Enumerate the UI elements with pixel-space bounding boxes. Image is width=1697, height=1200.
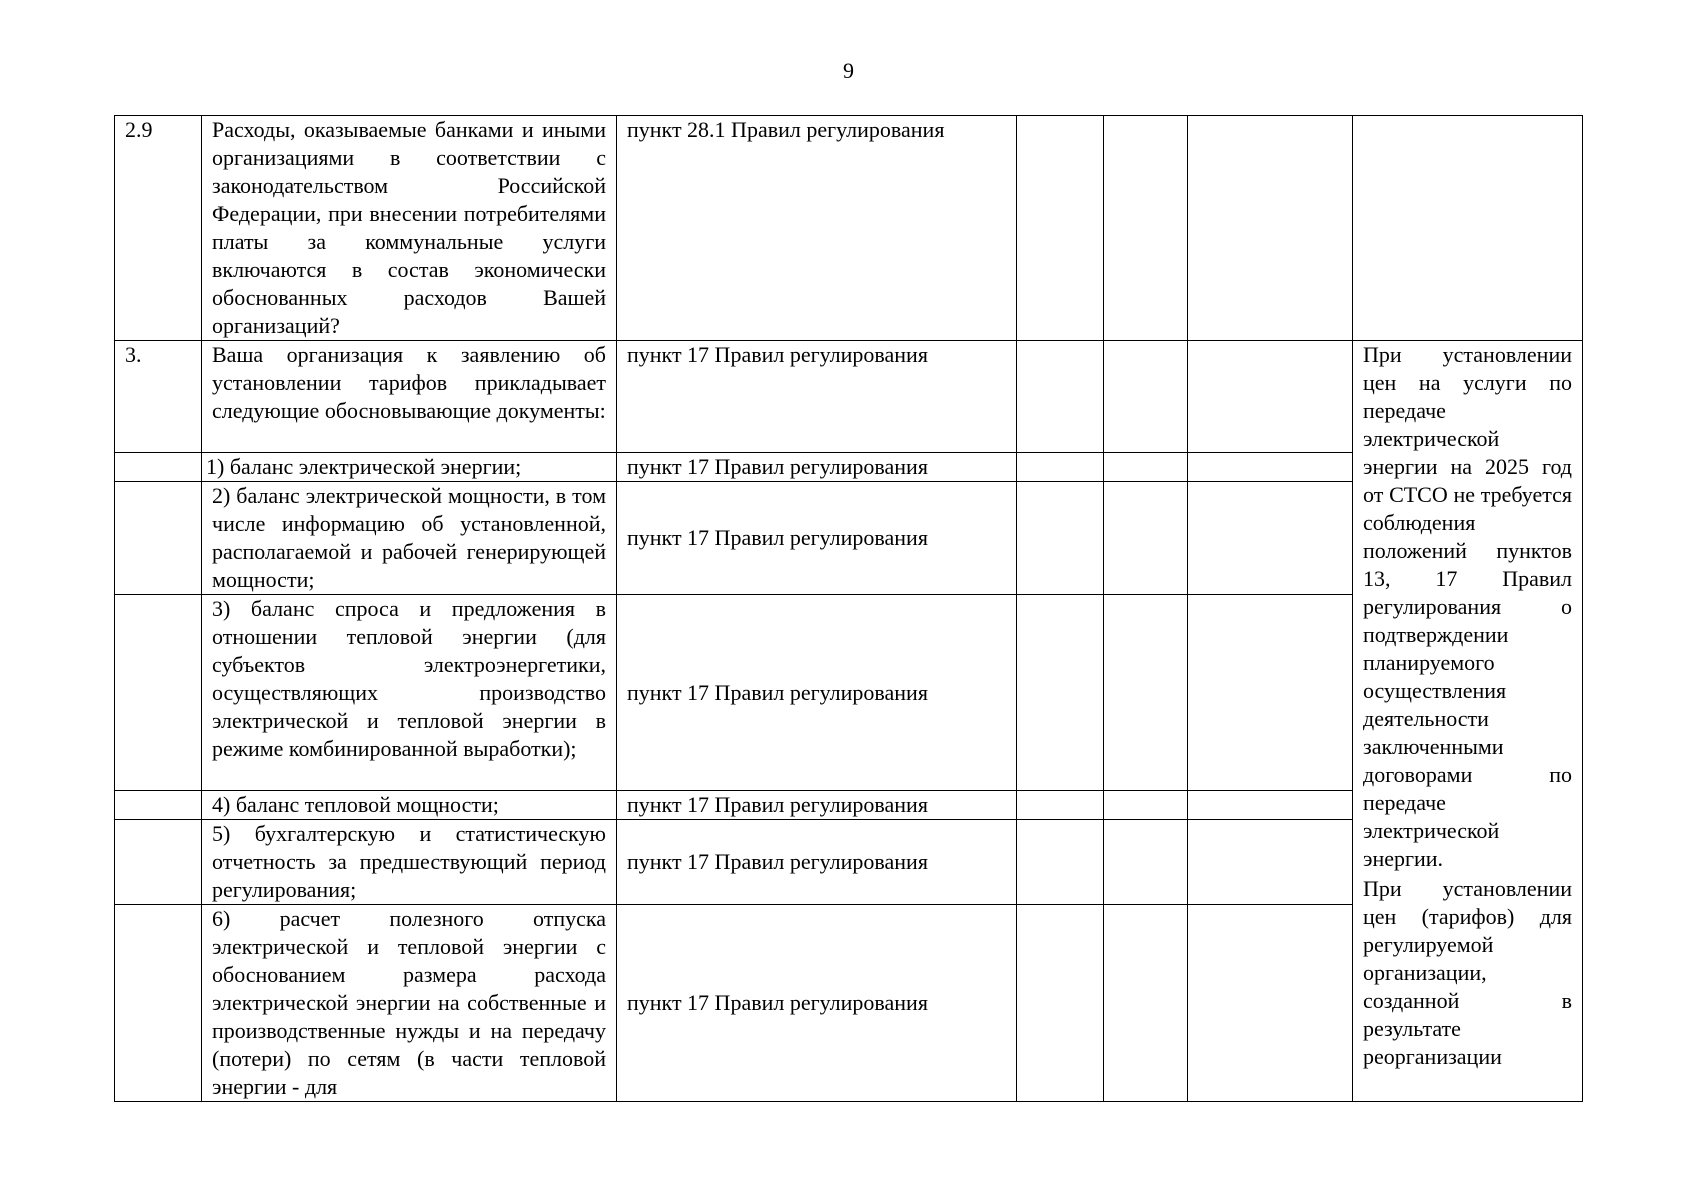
row-number: 3. [115, 341, 202, 453]
table-row [115, 341, 1583, 453]
row-question: 3) баланс спроса и предложения в отношении тепловой энергии (для субъектов электроэнергетики, осуществляющих производство электрической и тепловой энергии в режиме комбинированной выработки); [202, 595, 617, 791]
row-question: 5) бухгалтерскую и статистическую отчетность за предшествующий период регулирования; [202, 820, 617, 905]
row-reference: пункт 17 Правил регулирования [617, 453, 1017, 482]
empty-cell [1353, 116, 1583, 341]
empty-cell [115, 482, 202, 595]
row-reference: пункт 17 Правил регулирования [617, 595, 1017, 791]
row-question: 1) баланс электрической энергии; [202, 453, 617, 482]
empty-cell [1104, 341, 1188, 453]
table-row [115, 116, 1583, 341]
empty-cell [1017, 116, 1104, 341]
document-table [114, 115, 1583, 1102]
row-question: 2) баланс электрической мощности, в том числе информацию об установленной, располагаемой и рабочей генерирующей мощности; [202, 482, 617, 595]
empty-cell [1188, 482, 1353, 595]
empty-cell [1017, 905, 1104, 1102]
empty-cell [1104, 595, 1188, 791]
empty-cell [1017, 482, 1104, 595]
empty-cell [115, 905, 202, 1102]
empty-cell [1188, 791, 1353, 820]
page-number: 9 [843, 58, 854, 83]
note-paragraph-2: При установлении цен (тарифов) для регулируемой организации, созданной в результате реорганизации [1363, 876, 1572, 1069]
empty-cell [1188, 453, 1353, 482]
empty-cell [115, 820, 202, 905]
empty-cell [1017, 791, 1104, 820]
row-reference: пункт 17 Правил регулирования [617, 905, 1017, 1102]
empty-cell [1104, 453, 1188, 482]
empty-cell [115, 595, 202, 791]
empty-cell [1188, 341, 1353, 453]
empty-cell [1104, 791, 1188, 820]
row-reference: пункт 28.1 Правил регулирования [617, 116, 1017, 341]
row-reference: пункт 17 Правил регулирования [617, 482, 1017, 595]
empty-cell [1017, 595, 1104, 791]
row-question: 4) баланс тепловой мощности; [202, 791, 617, 820]
row-question: 6) расчет полезного отпуска электрической и тепловой энергии с обоснованием размера расхода электрической энергии на собственные и производственные нужды и на передачу (потери) по сетям (в части тепловой энергии - для [202, 905, 617, 1102]
empty-cell [1188, 905, 1353, 1102]
empty-cell [1017, 820, 1104, 905]
empty-cell [115, 791, 202, 820]
row-reference: пункт 17 Правил регулирования [617, 341, 1017, 453]
empty-cell [1104, 905, 1188, 1102]
row-question: Расходы, оказываемые банками и иными организациями в соответствии с законодательством Российской Федерации, при внесении потребителями платы за коммунальные услуги включаются в состав экономически обоснованных расходов Вашей организаций? [202, 116, 617, 341]
empty-cell [1188, 595, 1353, 791]
row-reference: пункт 17 Правил регулирования [617, 791, 1017, 820]
empty-cell [115, 453, 202, 482]
note-paragraph-1: При установлении цен на услуги по передаче электрической энергии на 2025 год от СТСО не требуется соблюдения положений пунктов 13, 17 Правил регулирования о подтверждении планируемого осуществления деятельности заключенными договорами по передаче электрической энергии. [1363, 342, 1572, 871]
row-reference: пункт 17 Правил регулирования [617, 820, 1017, 905]
empty-cell [1017, 341, 1104, 453]
empty-cell [1104, 116, 1188, 341]
empty-cell [1104, 482, 1188, 595]
empty-cell [1017, 453, 1104, 482]
empty-cell [1188, 116, 1353, 341]
row-number: 2.9 [115, 116, 202, 341]
row-question: Ваша организация к заявлению об установлении тарифов прикладывает следующие обосновывающие документы: [202, 341, 617, 453]
empty-cell [1104, 820, 1188, 905]
empty-cell [1188, 820, 1353, 905]
note-cell [1353, 341, 1583, 1102]
